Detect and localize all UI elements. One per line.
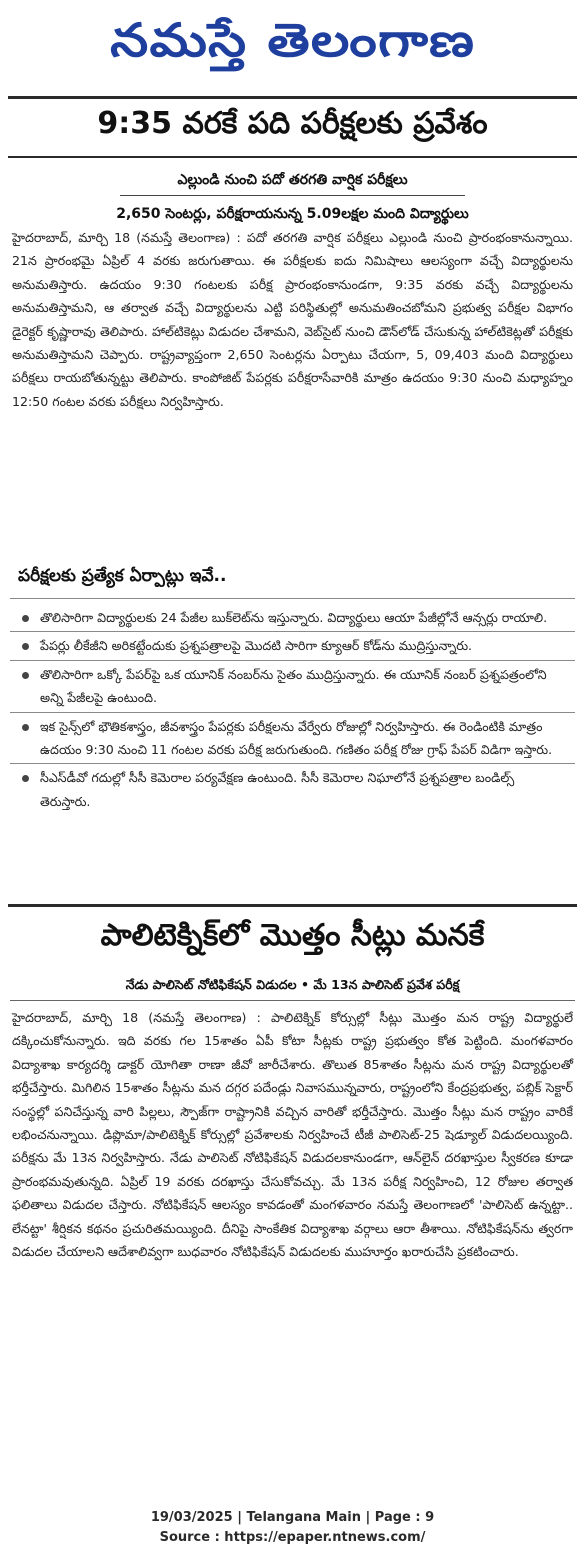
list-item-text: ఇక సైన్స్‌లో భౌతికశాస్త్రం, జీవశాస్త్రం పేపర్లకు పరీక్షలను వేర్వేరు రోజుల్లో నిర్వహిస్తారు. ఈ రెండింటికి మాత్రం ఉదయం 9:30 నుంచి 11 గంటల వరకు పరీక్ష జరుగుతుంది. గణితం పరీక్ష రోజు గ్రాఫ్ పేపర్ విడిగా ఇస్తారు. — [40, 718, 553, 758]
masthead — [0, 0, 585, 92]
masthead-logo: నమస్తే తెలంగాణ — [109, 13, 476, 67]
story2-subhead: నేడు పాలిసెట్ నోటిఫికేషన్ విడుదల • మే 13న పాలిసెట్ ప్రవేశ పరీక్ష — [125, 977, 460, 992]
list-item — [10, 764, 575, 815]
story1-subhead-2: 2,650 సెంటర్లు, పరీక్షరాయనున్న 5.09లక్షల మంది విద్యార్థులు — [116, 206, 469, 222]
bullet-icon — [22, 775, 29, 782]
list-item — [10, 661, 575, 713]
story-divider — [8, 904, 577, 907]
arrangements-title: పరీక్షలకు ప్రత్యేక ఏర్పాట్లు ఇవే.. — [18, 566, 227, 586]
list-item — [10, 604, 575, 632]
story2-headline: పాలిటెక్నిక్‌లో మొత్తం సీట్లు మనకే — [100, 918, 485, 953]
story2-subhead-divider — [10, 1000, 575, 1001]
bullet-icon — [22, 724, 29, 731]
list-item-text: పేపర్లు లీకేజీని అరికట్టేందుకు ప్రశ్నపత్రాలపై మొదటి సారిగా క్యూఆర్ కోడ్‌ను ముద్రిస్తున్నారు. — [40, 638, 473, 654]
list-item-text: తొలిసారిగా విద్యార్థులకు 24 పేజీల బుక్‌లెట్‌ను ఇస్తున్నారు. విద్యార్థులు ఆయా పేజీల్లోనే ఆన్సర్లు రాయాలి. — [40, 610, 548, 625]
list-item — [10, 632, 575, 660]
footer-date-edition: 19/03/2025 | Telangana Main | Page : 9 — [150, 1510, 435, 1525]
story2-body: హైదరాబాద్, మార్చి 18 (నమస్తే తెలంగాణ) : పాలిటెక్నిక్ కోర్సుల్లో సీట్లు మొత్తం మన రాష్ట్ర విద్యార్థులే దక్కించుకోనున్నారు. ఇది వరకు గల 15శాతం ఏపీ కోటా సీట్లకు రాష్ట్ర ప్రభుత్వం కోత పెట్టింది. మంగళవారం విద్యాశాఖ కార్యదర్శి డాక్టర్ యోగితా రాణా జీవో జారీచేశారు. తొలుత 85శాతం సీట్లను మన రాష్ట్ర విద్యార్థులతో భర్తీచేస్తారు. మిగిలిన 15శాతం సీట్లను మన దగ్గర పదేండ్లు నివాసమున్నవారు, రాష్ట్రంలోని కేంద్రప్రభుత్వ, పబ్లిక్ సెక్టార్ సంస్థల్లో పనిచేస్తున్న వారి పిల్లలు, స్పౌజ్‌గా రాష్ట్రానికి వచ్చిన వారితో భర్తీచేస్తారు. మొత్తం సీట్లు మన రాష్ట్రం వారికే లభించనున్నాయి. డిప్లొమా/పాలిటెక్నిక్ కోర్సుల్లో ప్రవేశాలకు నిర్వహించే టీజీ పాలిసెట్-25 షెడ్యూల్ విడుదలయ్యింది. పరీక్షను మే 13న నిర్వహిస్తారు. నేడు పాలిసెట్ నోటిఫికేషన్ విడుదలకానుండగా, ఆన్‌లైన్ దరఖాస్తుల స్వీకరణ కూడా ప్రారంభమవుతున్నది. ఏప్రిల్ 19 వరకు దరఖాస్తు చేసుకోవచ్చు. మే 13న పరీక్ష నిర్వహించి, 12 రోజుల తర్వాత ఫలితాలు విడుదల చేస్తారు. నోటిఫికేషన్ ఆలస్యం కావడంతో మంగళవారం నమస్తే తెలంగాణలో 'పాలిసెట్ ఉన్నట్టా.. లేనట్టా' శీర్షికన కథనం ప్రచురితమయ్యింది. దీనిపై సాంకేతిక విద్యాశాఖ వర్గాలు ఆరా తీశాయి. నోటిఫికేషన్‌ను త్వరగా విడుదల చేయాలని ఆదేశాలివ్వగా బుధవారం నోటిఫికేషన్ విడుదలకు ముహూర్తం ఖరారుచేసి ప్రకటించారు. — [12, 1010, 573, 1260]
list-item-text: సీఎస్‌డీవో గదుల్లో సీసీ కెమెరాల పర్యవేక్షణ ఉంటుంది. సీసీ కెమెరాల నిఘాలోనే ప్రశ్నపత్రాల బండిల్స్ తెరుస్తారు. — [40, 770, 515, 809]
subhead-underline — [120, 195, 465, 196]
list-item-text: తొలిసారిగా ఒక్కో పేపర్‌పై ఒక యూనిక్ నంబర్‌ను సైతం ముద్రిస్తున్నారు. ఈ యూనిక్ నంబర్ ప్రశ్నపత్రంలోని అన్ని పేజీలపై ఉంటుంది. — [40, 666, 547, 706]
masthead-divider — [8, 96, 577, 99]
story1-body: హైదరాబాద్, మార్చి 18 (నమస్తే తెలంగాణ) : పదో తరగతి వార్షిక పరీక్షలు ఎల్లుండి నుంచి ప్రారంభంకానున్నాయి. 21న ప్రారంభమై ఏప్రిల్ 4 వరకు జరుగుతాయి. ఈ పరీక్షలకు ఐదు నిమిషాలు ఆలస్యంగా వచ్చే విద్యార్థులను అనుమతిస్తారు. ఉదయం 9:30 గంటలకు పరీక్ష ప్రారంభంకానుండగా, 9:35 వరకు వచ్చే విద్యార్థులను అనుమతిస్తామని, ఆ తర్వాత వచ్చే విద్యార్థులను ఎట్టి పరిస్థితుల్లో అనుమతించబోమని ప్రభుత్వ పరీక్షల విభాగం డైరెక్టర్ కృష్ణారావు తెలిపారు. హాల్‌టికెట్లు విడుదల చేశామని, వెబ్‌సైట్ నుంచి డౌన్‌లోడ్ చేసుకున్న హాల్‌టికెట్లతో పరీక్షకు అనుమతిస్తామని చెప్పారు. రాష్ట్రవ్యాప్తంగా 2,650 సెంటర్లను ఏర్పాటు చేయగా, 5, 09,403 మంది విద్యార్థులు పరీక్షలు రాయబోతున్నట్టు తెలిపారు. కాంపోజిట్ పేపర్లకు పరీక్షరాసేవారికి మాత్రం ఉదయం 9:30 నుంచి మధ్యాహ్నం 12:50 గంటల వరకు పరీక్షలు నిర్వహిస్తారు. — [12, 230, 573, 409]
story1-headline: 9:35 వరకే పది పరీక్షలకు ప్రవేశం — [97, 106, 488, 141]
arrangements-divider — [10, 598, 575, 599]
footer-source: Source : https://epaper.ntnews.com/ — [159, 1530, 426, 1545]
headline-divider — [8, 156, 577, 158]
bullet-icon — [22, 672, 29, 679]
story1-subhead: ఎల్లుండి నుంచి పదో తరగతి వార్షిక పరీక్షలు — [177, 172, 408, 188]
bullet-icon — [22, 643, 29, 650]
list-item — [10, 713, 575, 765]
arrangements-list — [10, 604, 575, 815]
bullet-icon — [22, 615, 29, 622]
